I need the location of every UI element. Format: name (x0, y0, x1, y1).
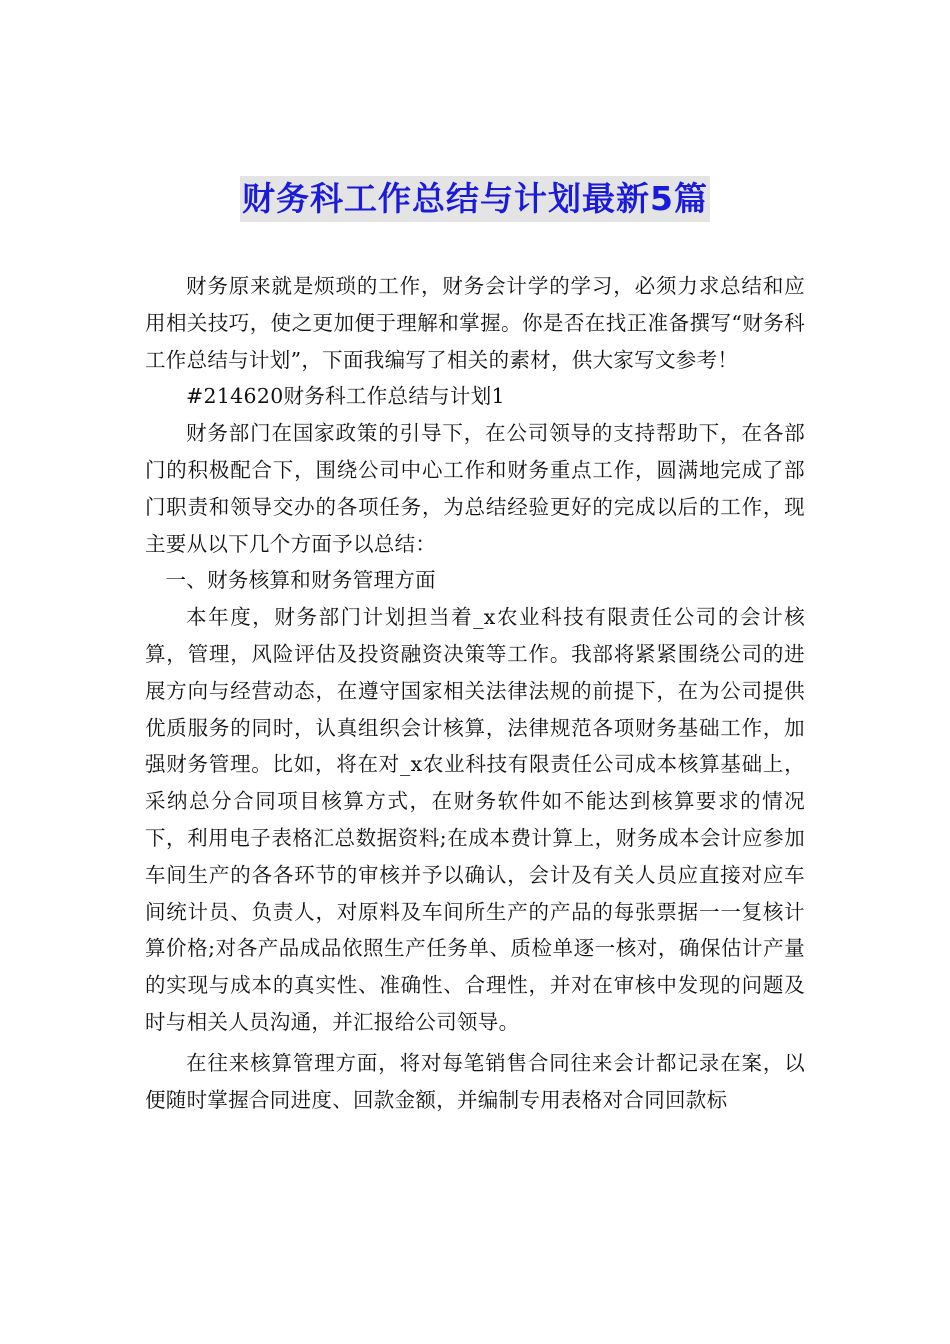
document-title: 财务科工作总结与计划最新5篇 (240, 176, 710, 222)
intro-paragraph: 财务原来就是烦琐的工作，财务会计学的学习，必须力求总结和应用相关技巧，使之更加便于理解和掌握。你是否在找正准备撰写“财务科工作总结与计划”，下面我编写了相关的素材，供大家写文参考！ (145, 274, 805, 372)
subheading-accounting: 一、财务核算和财务管理方面 (165, 568, 436, 593)
overview-paragraph: 财务部门在国家政策的引导下，在公司领导的支持帮助下，在各部门的积极配合下，围绕公司中心工作和财务重点工作，圆满地完成了部门职责和领导交办的各项任务，为总结经验更好的完成以后的工作，现主要从以下几个方面予以总结： (145, 421, 805, 556)
title-area (0, 176, 950, 222)
section-heading-plan-1: #214620财务科工作总结与计划1 (186, 384, 505, 409)
document-body (145, 268, 805, 1118)
receivables-paragraph: 在往来核算管理方面，将对每笔销售合同往来会计都记录在案，以便随时掌握合同进度、回款金额，并编制专用表格对合同回款标 (145, 1050, 805, 1112)
accounting-paragraph: 本年度，财务部门计划担当着_x农业科技有限责任公司的会计核算，管理，风险评估及投资融资决策等工作。我部将紧紧围绕公司的进展方向与经营动态，在遵守国家相关法律法规的前提下，在为公司提供优质服务的同时，认真组织会计核算，法律规范各项财务基础工作，加强财务管理。比如，将在对_x农业科技有限责任公司成本核算基础上，采纳总分合同项目核算方式，在财务软件如不能达到核算要求的情况下，利用电子表格汇总数据资料;在成本费计算上，财务成本会计应参加车间生产的各各环节的审核并予以确认，会计及有关人员应直接对应车间统计员、负责人，对原料及车间所生产的产品的每张票据一一复核计算价格;对各产品成品依照生产任务单、质检单逐一核对，确保估计产量的实现与成本的真实性、准确性、合理性，并对在审核中发现的问题及时与相关人员沟通，并汇报给公司领导。 (145, 605, 805, 1034)
